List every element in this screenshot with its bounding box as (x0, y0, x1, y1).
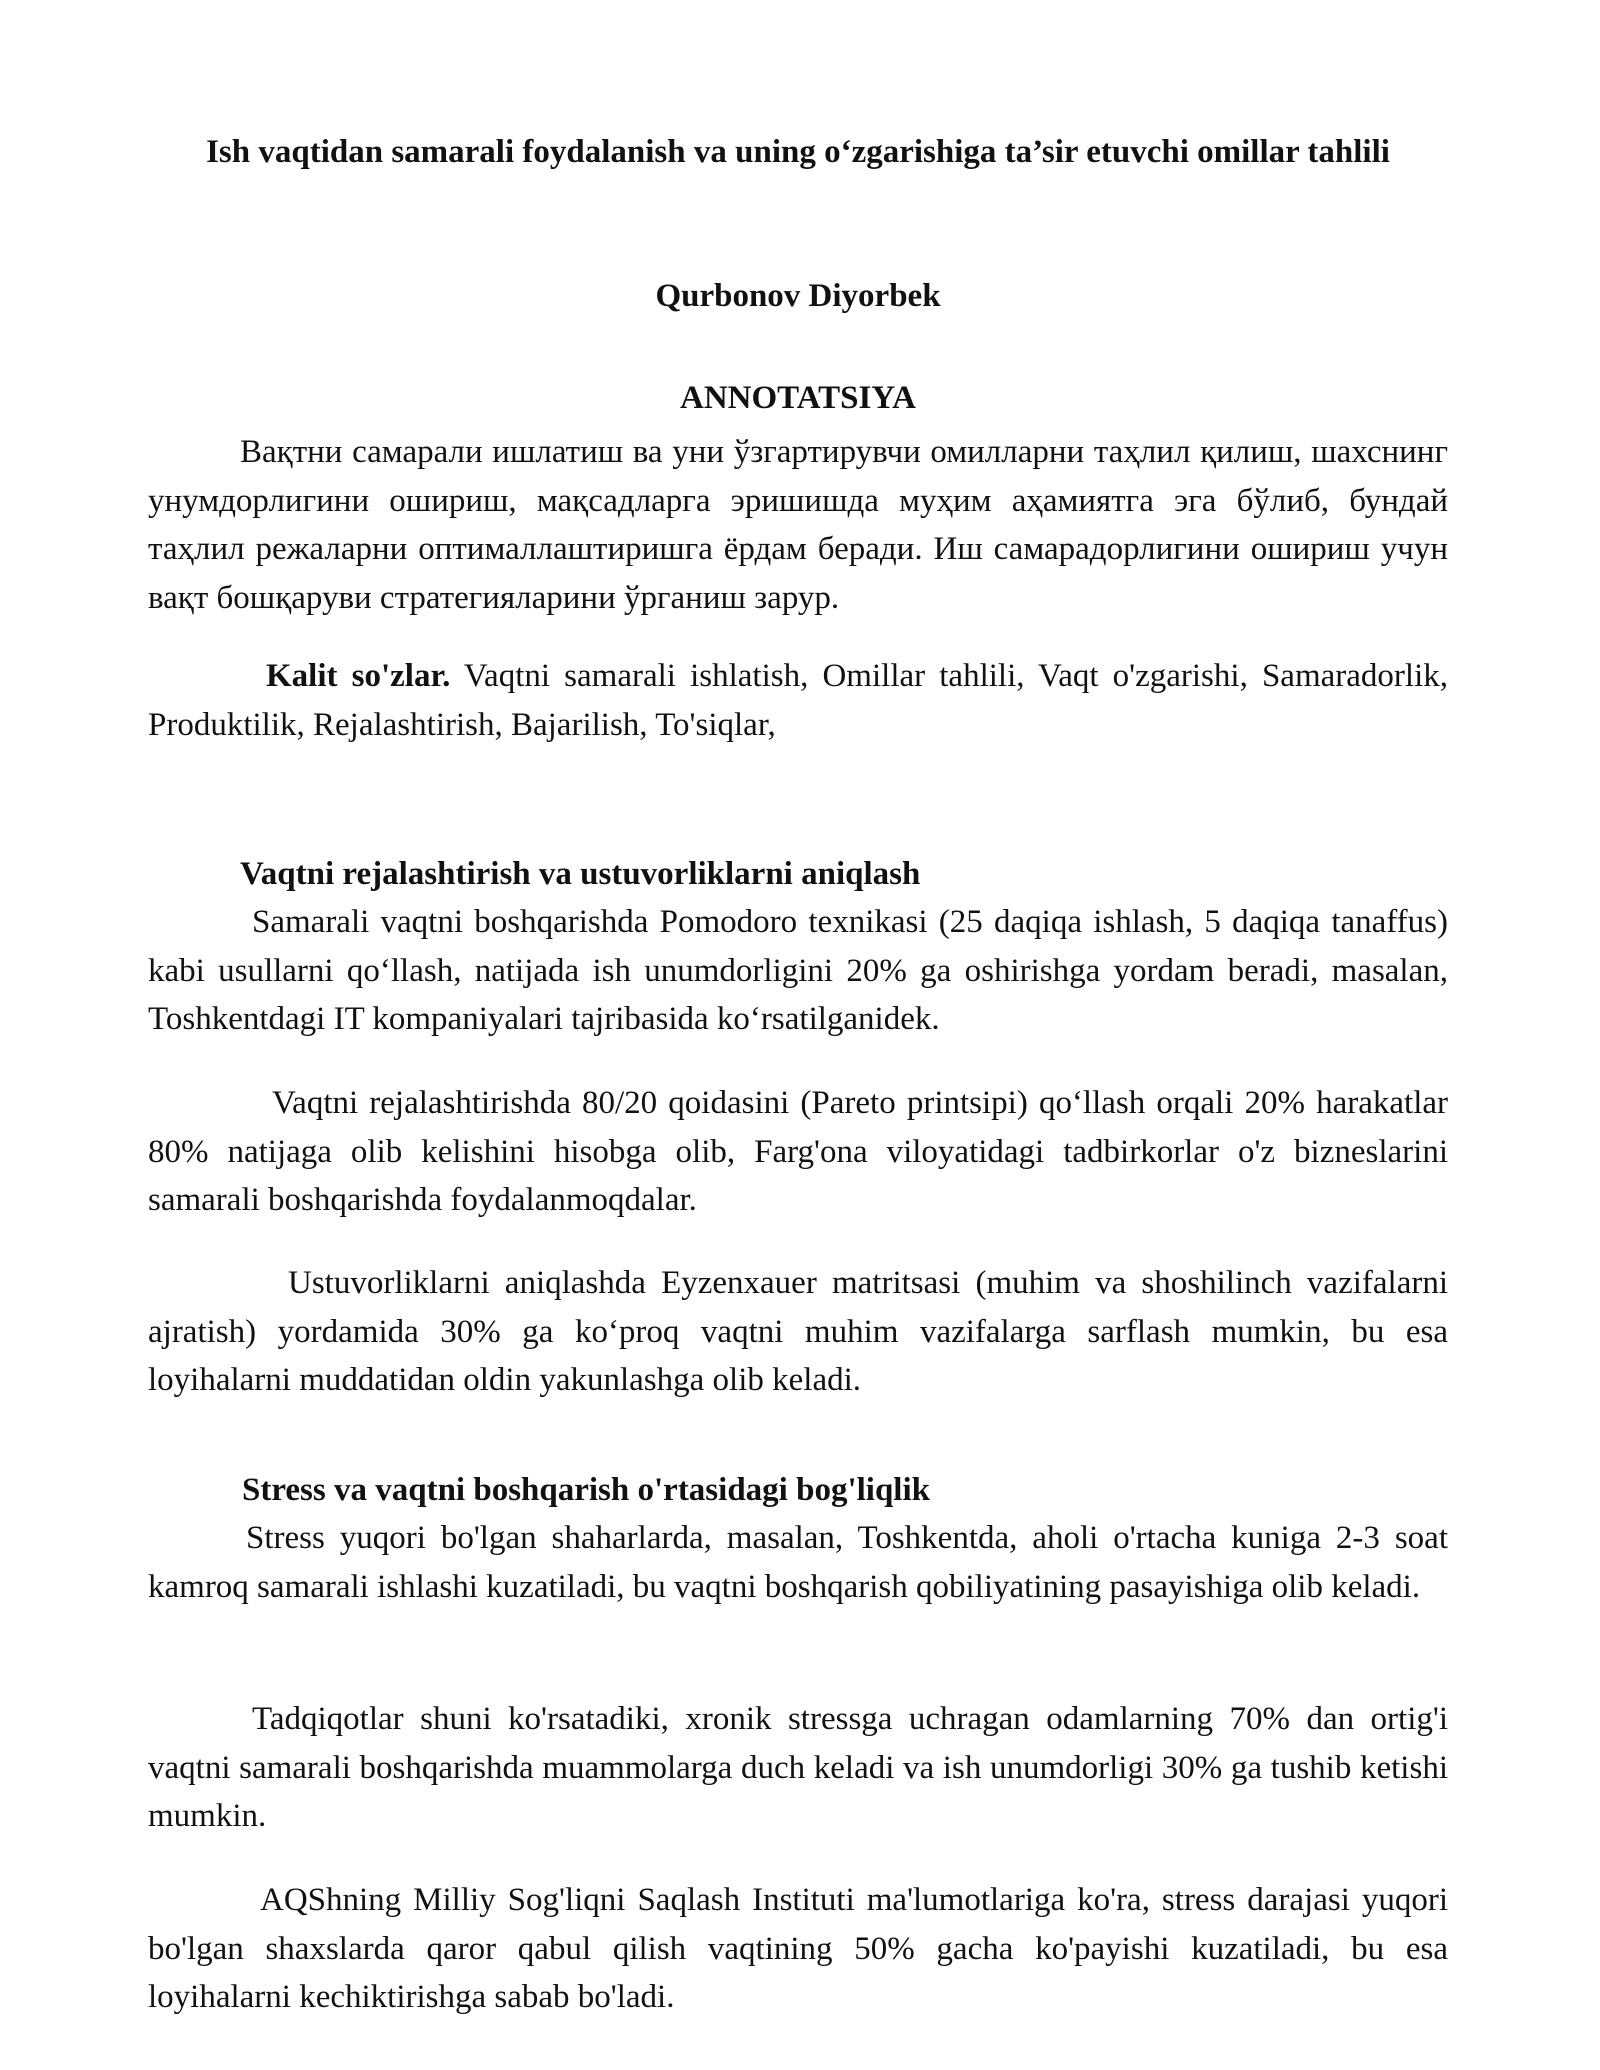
section-heading: Vaqtni rejalashtirish va ustuvorliklarni aniqlash (240, 856, 921, 892)
annotation-heading: ANNOTATSIYA (680, 380, 916, 416)
keywords-paragraph (148, 652, 1448, 749)
body-paragraph: Ustuvorliklarni aniqlashda Eyzenxauer matritsasi (muhim va shoshilinch vazifalarni ajratish) yordamida 30% ga ko‘proq vaqtni muhim vazifalarga sarflash mumkin, bu esa loyihalarni muddatidan oldin yakunlashga olib keladi. (148, 1265, 1448, 1398)
body-paragraph: AQShning Milliy Sog'liqni Saqlash Instituti ma'lumotlariga ko'ra, stress darajasi yuqori bo'lgan shaxslarda qaror qabul qilish vaqtining 50% gacha ko'payishi kuzatiladi, bu esa loyihalarni kechiktirishga sabab bo'ladi. (148, 1882, 1448, 2015)
body-paragraph: Samarali vaqtni boshqarishda Pomodoro texnikasi (25 daqiqa ishlash, 5 daqiqa tanaffus) kabi usullarni qo‘llash, natijada ish unumdorligini 20% ga oshirishga yordam beradi, masalan, Toshkentdagi IT kompaniyalari tajribasida ko‘rsatilganidek. (148, 904, 1448, 1037)
author-name: Qurbonov Diyorbek (655, 278, 941, 314)
section-heading: Stress va vaqtni boshqarish o'rtasidagi bog'liqlik (242, 1472, 930, 1508)
body-paragraph: Tadqiqotlar shuni ko'rsatadiki, xronik stressga uchragan odamlarning 70% dan ortig'i vaqtni samarali boshqarishda muammolarga duch keladi va ish unumdorligi 30% ga tushib ketishi mumkin. (148, 1701, 1448, 1834)
keywords-label: Kalit so'zlar. (266, 658, 451, 694)
keywords-text: Vaqtni samarali ishlatish, Omillar tahlili, Vaqt o'zgarishi, Samaradorlik, Produktilik, Rejalashtirish, Bajarilish, To'siqlar, (148, 658, 1448, 743)
body-paragraph: Vaqtni rejalashtirishda 80/20 qoidasini (Pareto printsipi) qo‘llash orqali 20% harakatlar 80% natijaga olib kelishini hisobga olib, Farg'ona viloyatidagi tadbirkorlar o'z bizneslarini samarali boshqarishda foydalanmoqdalar. (148, 1085, 1448, 1218)
document-title: Ish vaqtidan samarali foydalanish va uning o‘zgarishiga ta’sir etuvchi omillar tahlili (206, 134, 1390, 170)
body-paragraph: Stress yuqori bo'lgan shaharlarda, masalan, Toshkentda, aholi o'rtacha kuniga 2-3 soat kamroq samarali ishlashi kuzatiladi, bu vaqtni boshqarish qobiliyatining pasayishiga olib keladi. (148, 1520, 1448, 1605)
annotation-paragraph: Вақтни самарали ишлатиш ва уни ўзгартирувчи омилларни таҳлил қилиш, шахснинг унумдорлигини ошириш, мақсадларга эришишда муҳим аҳамиятга эга бўлиб, бундай таҳлил режаларни оптималлаштиришга ёрдам беради. Иш самарадорлигини ошириш учун вақт бошқаруви стратегияларини ўрганиш зарур. (148, 434, 1448, 616)
